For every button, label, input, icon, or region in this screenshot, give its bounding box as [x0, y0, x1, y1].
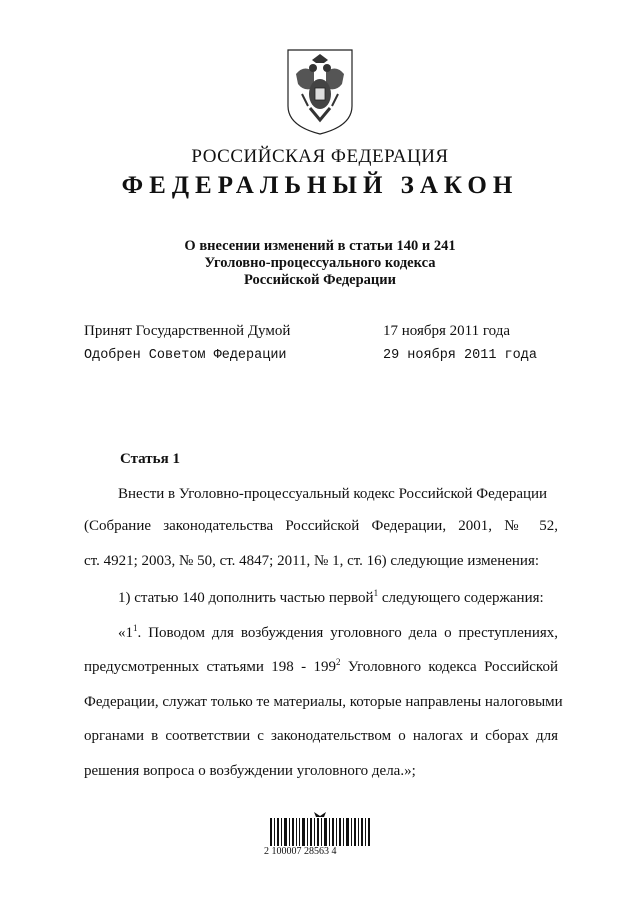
barcode-number: 2 100007 28563 4: [264, 846, 337, 857]
article-text-line: 1) статью 140 дополнить частью первой$^1$ следующего содержания:: [118, 588, 544, 606]
law-title-line: Уголовно-процессуального кодекса: [204, 255, 436, 271]
article-text-line: решения вопроса о возбуждении уголовного дела.»;: [84, 763, 416, 779]
state-emblem-icon: [284, 48, 356, 136]
article-text-line: органами в соответствии с законодательством о налогах и сборах для: [84, 728, 558, 744]
barcode-icon: [268, 812, 372, 846]
adopted-date: 17 ноября 2011 года: [383, 323, 511, 339]
article-text-line: Внести в Уголовно-процессуальный кодекс Российской Федерации: [118, 486, 548, 502]
country-name: РОССИЙСКАЯ ФЕДЕРАЦИЯ: [191, 146, 449, 167]
approved-date: 29 ноября 2011 года: [383, 348, 537, 363]
law-title-line: О внесении изменений в статьи 140 и 241: [184, 238, 456, 254]
article-text-line: предусмотренных статьями $198 - 199^2$ Уголовного кодекса Российской: [84, 657, 558, 675]
adopted-by-label: Принят Государственной Думой: [84, 323, 291, 339]
article-heading: Статья 1: [120, 451, 180, 467]
article-text-line: Федерации, служат только те материалы, которые направлены налоговыми: [84, 694, 563, 710]
law-title-line: Российской Федерации: [243, 272, 396, 288]
approved-by-label: Одобрен Советом Федерации: [84, 348, 287, 363]
article-text-line: «$1^1$. Поводом для возбуждения уголовного дела о преступлениях,: [118, 623, 558, 641]
article-text-line: ст. 4921; 2003, № 50, ст. 4847; 2011, № 1, ст. 16) следующие изменения:: [84, 553, 540, 569]
article-text-line: (Собрание законодательства Российской Федерации, 2001, № 52,: [84, 518, 558, 534]
law-type: ФЕДЕРАЛЬНЫЙ ЗАКОН: [121, 172, 519, 199]
